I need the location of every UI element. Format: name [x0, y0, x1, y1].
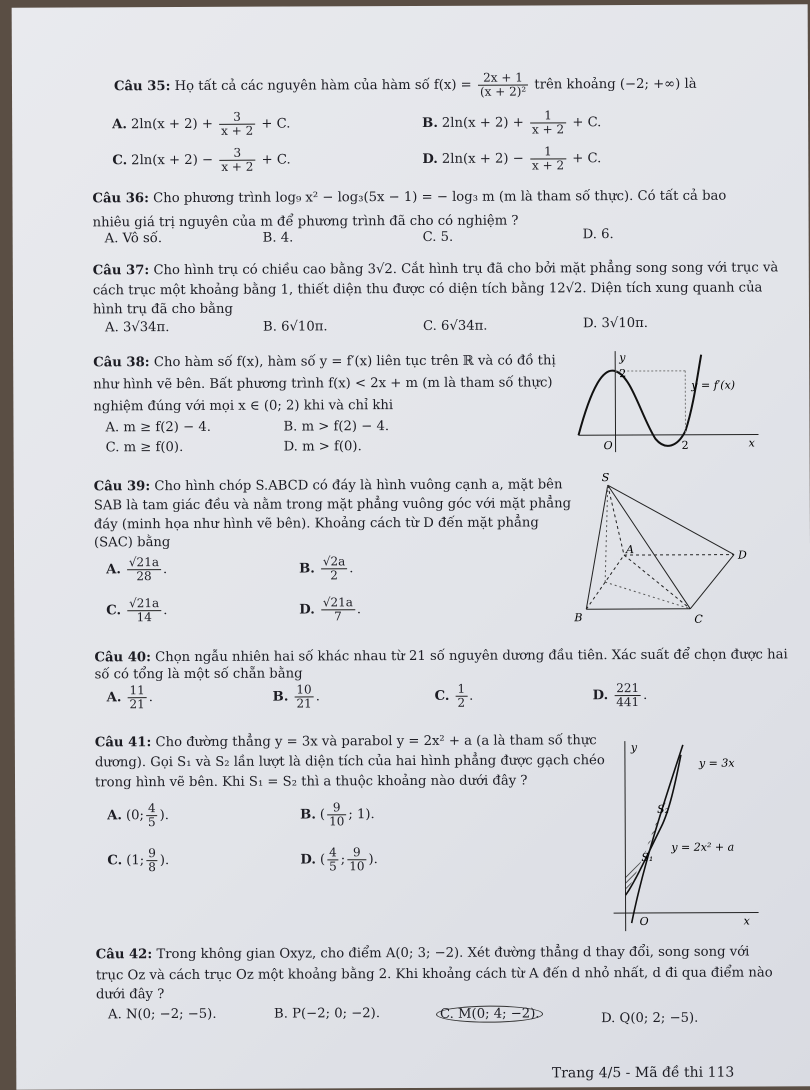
q35-option-b[interactable] — [422, 109, 601, 137]
vertex-C: C — [694, 613, 703, 626]
option-pre: 2ln(x + 2) + — [442, 116, 524, 131]
edge-SC — [608, 485, 691, 609]
option-key: D. — [422, 152, 438, 167]
x-axis-label: x — [749, 437, 756, 450]
q41-label: Câu 41: — [95, 735, 152, 750]
q41-text1: Cho đường thẳng y = 3x và parabol y = 2x² + a (a là tham số thực — [155, 733, 596, 750]
option-key: D. — [593, 688, 609, 703]
frac-num: 1 — [455, 683, 467, 697]
q41-option-c[interactable] — [107, 847, 169, 874]
q37-text1: Cho hình trụ có chiều cao bằng 3√2. Cắt hình trụ đã cho bởi mặt phẳng song song với trục và — [153, 260, 778, 278]
frac-num: 1 — [530, 145, 566, 159]
option-post: . — [163, 603, 167, 618]
q38-option-d[interactable]: D. m > f(0). — [284, 439, 362, 454]
q39-option-a[interactable] — [106, 556, 167, 583]
frac-num: 9 — [327, 801, 346, 815]
vertex-B: B — [573, 611, 582, 624]
q40-line1 — [94, 647, 787, 665]
frac-den: 5 — [327, 860, 339, 873]
option-key: A. — [107, 808, 122, 823]
q42-line1 — [96, 945, 750, 963]
origin-label: O — [604, 439, 613, 452]
option-pre: 2ln(x + 2) − — [131, 153, 213, 168]
q40-option-d[interactable]: D. $\frac{221}{441}$ . — [593, 682, 648, 709]
edge-CD — [690, 555, 734, 609]
q36-option-d[interactable]: D. 6. — [583, 227, 614, 242]
option-key: A. — [112, 117, 127, 132]
q42-text1: Trong không gian Oxyz, cho điểm A(0; 3; −2). Xét đường thẳng d thay đổi, song song với — [156, 945, 749, 963]
x-axis-label: x — [744, 915, 751, 928]
q40-option-b[interactable]: B. $\frac{10}{21}$ . — [273, 683, 320, 710]
interval-sep: ; — [341, 852, 346, 867]
q40-label: Câu 40: — [94, 650, 151, 665]
q38-option-b[interactable]: B. m > f(2) − 4. — [283, 419, 389, 434]
frac-den: x + 2 — [219, 125, 255, 138]
q36-text1: Cho phương trình log₉ x² − log₃(5x − 1) = − log₃ m (m là tham số thực). Có tất cả bao — [153, 189, 726, 207]
q35-frac-num: 2x + 1 — [478, 71, 528, 85]
circled-answer: C. M(0; 4; −2). — [436, 1005, 544, 1022]
option-pre: 2ln(x + 2) − — [442, 152, 524, 167]
option-key: A. — [106, 562, 121, 577]
q37-line3: hình trụ đã cho bằng — [93, 302, 233, 318]
q38-label: Câu 38: — [93, 355, 150, 370]
frac-num: 4 — [327, 846, 339, 860]
frac-num: 9 — [146, 847, 158, 861]
frac-den: 21 — [294, 697, 313, 710]
option-post: . — [349, 561, 353, 576]
frac-den: x + 2 — [219, 161, 255, 174]
q42-option-b[interactable]: B. P(−2; 0; −2). — [274, 1006, 380, 1021]
interval-right: ; 1). — [348, 807, 374, 822]
q38-option-a[interactable]: A. m ≥ f(2) − 4. — [105, 420, 211, 435]
option-key: D. — [300, 852, 316, 867]
frac-num: 9 — [347, 846, 366, 860]
page-footer: Trang 4/5 - Mã đề thi 113 — [552, 1065, 734, 1082]
q39-pyramid-figure — [562, 470, 763, 631]
q39-option-b[interactable] — [299, 555, 354, 582]
frac-den: x + 2 — [530, 123, 566, 136]
frac-den: 2 — [321, 569, 347, 582]
q42-line3: dưới đây ? — [96, 987, 164, 1002]
edge-SA — [608, 485, 624, 555]
curve-label: y = f′(x) — [690, 379, 735, 392]
q42-option-d[interactable]: D. Q(0; 2; −5). — [601, 1011, 698, 1026]
q40-option-c[interactable]: C. $\frac{1}{2}$ . — [435, 683, 474, 710]
derivative-curve — [578, 355, 701, 447]
q40-text1: Chọn ngẫu nhiên hai số khác nhau từ 21 số nguyên dương đầu tiên. Xác suất để chọn được hai — [155, 647, 788, 665]
line-label: y = 3x — [698, 757, 735, 770]
option-post: . — [357, 602, 361, 617]
interval-left: (0; — [126, 808, 144, 823]
vertex-D: D — [737, 549, 747, 562]
edge-AC — [624, 555, 690, 609]
q37-option-a[interactable]: A. 3√34π. — [105, 320, 169, 335]
interval-right: ). — [160, 808, 169, 823]
frac-den: 10 — [327, 815, 346, 828]
q35-stem — [114, 71, 697, 101]
label-S1: S₁ — [641, 851, 653, 864]
parabola-label: y = 2x² + a — [670, 841, 734, 854]
option-key: C. — [112, 153, 127, 168]
option-key: B. — [273, 690, 289, 705]
q36-option-c[interactable]: C. 5. — [423, 230, 454, 245]
exam-page — [12, 4, 810, 1089]
vertex-S: S — [602, 471, 610, 484]
aux-line — [605, 582, 690, 609]
q42-option-c[interactable] — [436, 1005, 544, 1022]
option-key: D. — [299, 602, 315, 617]
q39-line4: (SAC) bằng — [94, 535, 170, 550]
interval-left: ( — [320, 852, 325, 867]
q38-text1: Cho hàm số f(x), hàm số y = f′(x) liên tục trên ℝ và có đồ thị — [154, 353, 556, 370]
q35-option-c[interactable] — [112, 147, 290, 175]
option-key: B. — [300, 807, 316, 822]
y-axis-label: y — [630, 741, 638, 754]
q35-option-d[interactable] — [422, 145, 601, 173]
origin-label: O — [640, 915, 649, 928]
q37-option-b[interactable]: B. 6√10π. — [263, 319, 328, 334]
q42-line2: trục Oz và cách trục Oz một khoảng bằng 2. Khi khoảng cách từ A đến d nhỏ nhất, d đi qua điểm nào — [96, 965, 773, 983]
option-key: C. — [106, 603, 121, 618]
interval-left: ( — [320, 807, 325, 822]
q42-label: Câu 42: — [96, 947, 153, 962]
q35-option-a[interactable] — [112, 111, 290, 139]
q42-option-a[interactable]: A. N(0; −2; −5). — [108, 1007, 217, 1022]
q39-line2: SAB là tam giác đều và nằm trong mặt phẳng vuông góc với mặt phẳng — [94, 496, 571, 513]
q36-option-a[interactable]: A. Vô số. — [105, 231, 162, 246]
frac-den: 14 — [127, 611, 161, 624]
option-key: A. — [107, 690, 122, 705]
q41-line2: dương). Gọi S₁ và S₂ lần lượt là diện tích của hai hình phẳng được gạch chéo — [95, 753, 605, 770]
frac-num: 3 — [219, 147, 255, 161]
q37-option-d[interactable]: D. 3√10π. — [583, 316, 648, 331]
option-post: + C. — [572, 151, 601, 166]
vertex-A: A — [625, 543, 634, 556]
frac-num: √21a — [127, 597, 161, 611]
x-axis — [614, 912, 759, 913]
frac-num: 1 — [530, 109, 566, 123]
option-key: B. — [422, 116, 438, 131]
q35-text2: trên khoảng (−2; +∞) là — [534, 77, 696, 93]
frac-num: √21a — [127, 556, 161, 570]
frac-num: 221 — [614, 682, 641, 696]
q36-label: Câu 36: — [92, 191, 149, 206]
q41-line1 — [95, 733, 597, 750]
q38-line3: nghiệm đúng với mọi x ∈ (0; 2) khi và chỉ khi — [93, 398, 393, 414]
q39-line3: đáy (minh họa như hình vẽ bên). Khoảng cách từ D đến mặt phẳng — [94, 515, 539, 532]
interval-left: (1; — [126, 853, 144, 868]
frac-den: 5 — [146, 816, 158, 829]
edge-SB — [586, 485, 609, 609]
option-key: B. — [299, 561, 315, 576]
tick-x: 2 — [682, 439, 689, 452]
interval-right: ). — [160, 853, 169, 868]
y-axis-label: y — [618, 351, 626, 364]
frac-num: 4 — [146, 802, 158, 816]
q41-option-d[interactable] — [300, 846, 378, 873]
q39-option-d[interactable] — [299, 596, 361, 623]
q38-graph — [573, 346, 763, 457]
frac-den: 28 — [127, 570, 161, 583]
q40-option-a[interactable]: A. $\frac{11}{21}$ . — [107, 684, 153, 711]
q36-line2: nhiêu giá trị nguyên của m để phương trình đã cho có nghiệm ? — [93, 214, 519, 231]
tick-y: 2 — [619, 367, 626, 380]
q41-option-a[interactable] — [107, 802, 169, 829]
q37-line1 — [93, 260, 779, 278]
label-S2: S₂ — [657, 803, 669, 816]
q41-line3: trong hình vẽ bên. Khi S₁ = S₂ thì a thuộc khoảng nào dưới đây ? — [95, 773, 527, 790]
q39-line1 — [94, 477, 563, 494]
q38-option-c[interactable]: C. m ≥ f(0). — [106, 440, 184, 455]
q41-option-b[interactable] — [300, 801, 375, 828]
option-key: C. — [107, 853, 122, 868]
option-key: C. — [435, 689, 450, 704]
q41-graph — [603, 734, 764, 935]
frac-num: √2a — [321, 555, 347, 569]
frac-num: 3 — [219, 111, 255, 125]
frac-den: x + 2 — [530, 159, 566, 172]
q37-line2: cách trục một khoảng bằng 1, thiết diện thu được có diện tích bằng 12√2. Diện tích xung quanh của — [93, 280, 763, 298]
option-post: . — [163, 562, 167, 577]
frac-num: √21a — [321, 596, 355, 610]
q35-frac-den: (x + 2)² — [478, 85, 528, 98]
frac-den: 21 — [127, 698, 146, 711]
q39-option-c[interactable] — [106, 597, 167, 624]
option-post: + C. — [262, 153, 291, 168]
q35-text: Họ tất cả các nguyên hàm của hàm số f(x) = — [175, 78, 472, 94]
frac-num: 11 — [127, 684, 146, 698]
q35-fraction — [478, 71, 528, 98]
q37-option-c[interactable]: C. 6√34π. — [423, 319, 488, 334]
frac-num: 10 — [294, 683, 313, 697]
y-axis — [625, 741, 626, 931]
option-post: + C. — [261, 117, 290, 132]
frac-den: 441 — [614, 696, 641, 709]
q40-line2: số có tổng là một số chẵn bằng — [95, 666, 303, 682]
q36-option-b[interactable]: B. 4. — [263, 231, 294, 246]
frac-den: 2 — [456, 697, 468, 710]
frac-den: 10 — [347, 860, 366, 873]
option-post: + C. — [572, 115, 601, 130]
q39-label: Câu 39: — [94, 479, 151, 494]
q36-line1 — [92, 189, 726, 207]
interval-right: ). — [368, 852, 377, 867]
option-pre: 2ln(x + 2) + — [131, 117, 213, 132]
q37-label: Câu 37: — [93, 263, 150, 278]
frac-den: 7 — [321, 610, 355, 623]
q38-line1 — [93, 353, 556, 370]
frac-den: 8 — [146, 861, 158, 874]
q38-line2: như hình vẽ bên. Bất phương trình f(x) < 2x + m (m là tham số thực) — [93, 375, 552, 392]
q35-label: Câu 35: — [114, 79, 171, 94]
q39-text1: Cho hình chóp S.ABCD có đáy là hình vuông cạnh a, mặt bên — [154, 477, 562, 494]
x-axis — [579, 434, 759, 435]
